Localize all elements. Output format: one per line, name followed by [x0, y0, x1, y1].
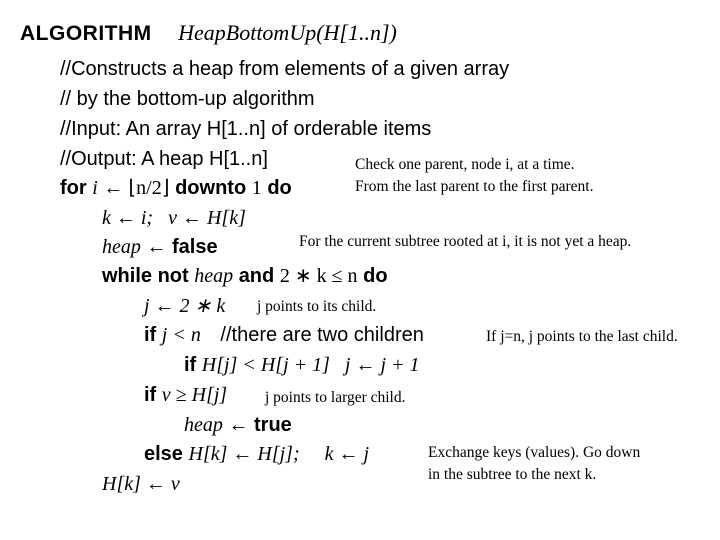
for-keyword: for — [60, 177, 87, 199]
heap-false-line — [102, 235, 218, 259]
annotation-last-child: If j=n, j points to the last child. — [484, 326, 680, 348]
algorithm-title — [20, 20, 397, 46]
for-end-value: 1 — [251, 177, 262, 199]
else-statement: H[k] ← H[j]; k ← j — [188, 443, 370, 465]
annotation-check-parent — [353, 154, 595, 198]
if-keyword: if — [144, 324, 157, 346]
algorithm-keyword: ALGORITHM — [20, 22, 152, 45]
annotation-not-yet-heap: For the current subtree rooted at i, it is not yet a heap. — [297, 231, 633, 253]
if-v-keyword: if — [144, 384, 157, 406]
else-keyword: else — [144, 443, 183, 465]
annotation-check-parent-line2: From the last parent to the first parent. — [355, 178, 594, 195]
for-line — [60, 176, 292, 200]
while-heap-variable: heap — [194, 265, 234, 287]
true-keyword: true — [254, 414, 292, 436]
heap-assign-arrow: ← — [146, 236, 167, 258]
else-line — [144, 442, 369, 466]
if-condition-j-lt-n: j < n — [161, 324, 201, 346]
while-keyword: while not — [102, 265, 189, 287]
if-v-condition: v ≥ H[j] — [161, 384, 228, 406]
comment-line-3: //Input: An array H[1..n] of orderable items — [60, 118, 432, 140]
if-comment: //there are two children — [220, 324, 424, 346]
heap-variable: heap — [102, 236, 141, 258]
downto-keyword: downto — [175, 177, 247, 199]
annotation-exchange-keys — [426, 442, 642, 486]
for-variable: i — [92, 177, 98, 199]
comment-line-2: // by the bottom-up algorithm — [60, 88, 315, 110]
annotation-check-parent-line1: Check one parent, node i, at a time. — [355, 156, 575, 173]
do-keyword: do — [267, 177, 292, 199]
annotation-larger-child: j points to larger child. — [263, 387, 407, 409]
inner-if-line — [184, 353, 420, 377]
while-line — [102, 264, 388, 288]
while-do-keyword: do — [363, 265, 388, 287]
while-condition: 2 ∗ k ≤ n — [279, 265, 358, 287]
comment-line-1: //Constructs a heap from elements of a given array — [60, 58, 510, 80]
assign-k-v-line: k ← i; v ← H[k] — [102, 207, 246, 229]
heap-true-arrow: ← — [228, 414, 249, 436]
if-v-ge-line — [144, 383, 227, 407]
for-expression: ← ⌊n/2⌋ — [103, 177, 170, 199]
annotation-exchange-keys-line1: Exchange keys (values). Go down — [428, 444, 641, 461]
if-two-children-line — [144, 323, 424, 347]
comment-line-4: //Output: A heap H[1..n] — [60, 148, 268, 170]
heap-true-variable: heap — [184, 414, 223, 436]
j-assign-line: j ← 2 ∗ k — [144, 295, 226, 317]
inner-if-keyword: if — [184, 354, 197, 376]
annotation-child-pointer: j points to its child. — [255, 296, 378, 318]
algorithm-signature: HeapBottomUp(H[1..n]) — [178, 20, 397, 45]
false-keyword: false — [172, 236, 218, 258]
and-keyword: and — [238, 265, 275, 287]
inner-if-condition: H[j] < H[j + 1] j ← j + 1 — [201, 354, 420, 376]
final-assign-line: H[k] ← v — [102, 473, 180, 495]
annotation-exchange-keys-line2: in the subtree to the next k. — [428, 466, 597, 483]
heap-true-line — [184, 413, 292, 437]
